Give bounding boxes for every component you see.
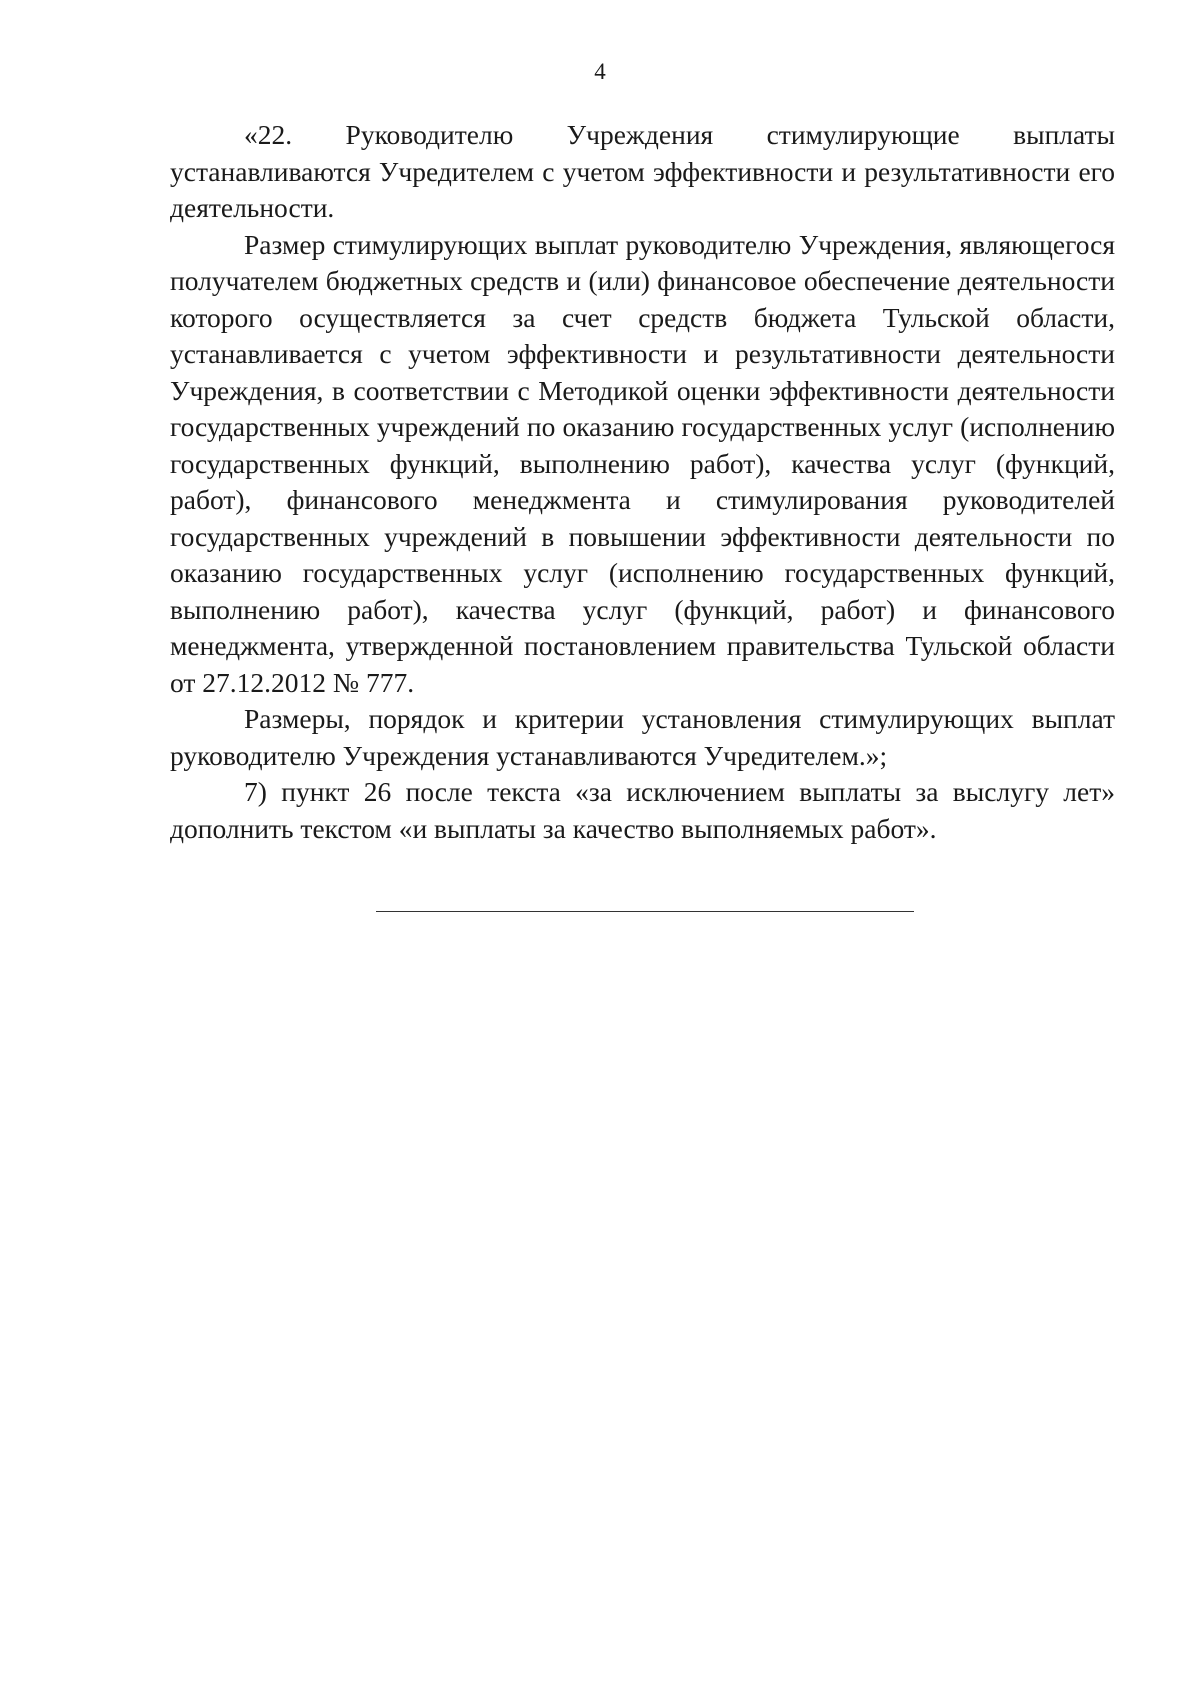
end-divider-line	[376, 911, 914, 912]
document-body	[170, 117, 1115, 847]
paragraph-item-7: 7) пункт 26 после текста «за исключением выплаты за выслугу лет» дополнить текстом «и выплаты за качество выполняемых работ».	[170, 776, 1115, 844]
paragraph-clause-22: «22. Руководителю Учреждения стимулирующие выплаты устанавливаются Учредителем с учетом эффективности и результативности его деятельности.	[170, 119, 1115, 223]
page-number: 4	[594, 59, 606, 84]
paragraph-stimulus-criteria: Размеры, порядок и критерии установления стимулирующих выплат руководителю Учреждения устанавливаются Учредителем.»;	[170, 703, 1115, 771]
paragraph-stimulus-size: Размер стимулирующих выплат руководителю Учреждения, являющегося получателем бюджетных средств и (или) финансовое обеспечение деятельности которого осуществляется за счет средств бюджета Тульской области, устанавливается с учетом эффективности и результативности деятельности Учреждения, в соответствии с Методикой оценки эффективности деятельности государственных учреждений по оказанию государственных услуг (исполнению государственных функций, выполнению работ), качества услуг (функций, работ), финансового менеджмента и стимулирования руководителей государственных учреждений в повышении эффективности деятельности по оказанию государственных услуг (исполнению государственных функций, выполнению работ), качества услуг (функций, работ) и финансового менеджмента, утвержденной постановлением правительства Тульской области от 27.12.2012 № 777.	[170, 228, 1115, 698]
